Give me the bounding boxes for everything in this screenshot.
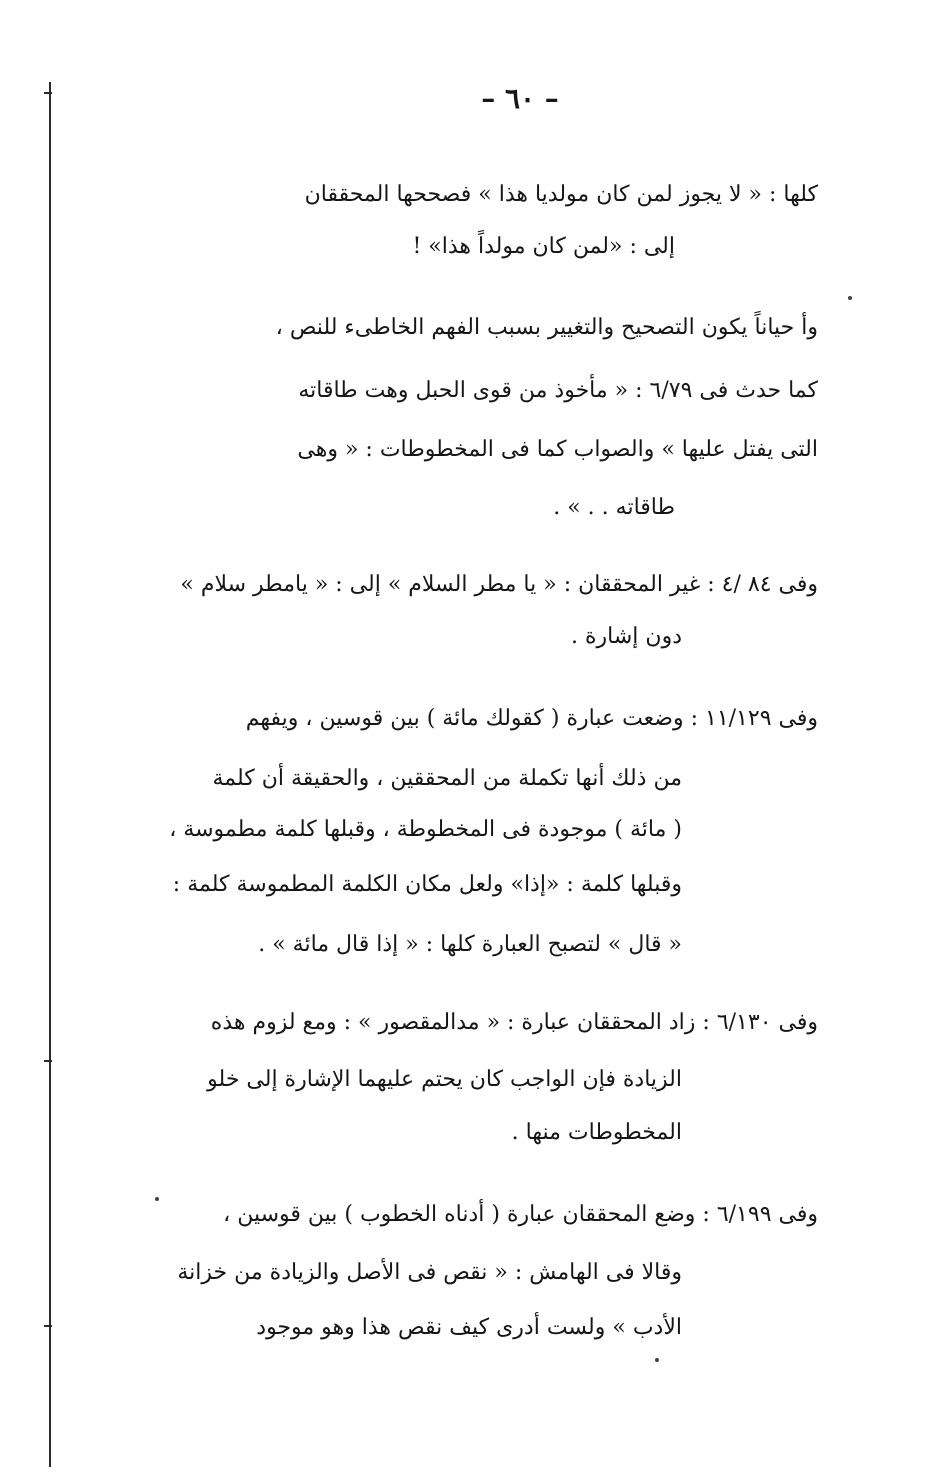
entry-reference: وفى ٦/١٩٩ :: [702, 1202, 818, 1227]
entry-heading: [246, 704, 818, 734]
entry-line: ( مائة ) موجودة فى المخطوطة ، وقبلها كلمة مطموسة ،: [169, 817, 682, 842]
paragraph-line: التى يفتل عليها » والصواب كما فى المخطوطات : « وهى: [297, 437, 818, 462]
binding-tick: [44, 92, 52, 94]
binding-tick: [44, 1325, 52, 1327]
entry-line: دون إشارة .: [571, 624, 682, 649]
entry-heading: [223, 1200, 818, 1230]
binding-tick: [44, 1060, 52, 1062]
paragraph-line: وأ حياناً يكون التصحيح والتغيير بسبب الفهم الخاطىء للنص ،: [275, 315, 818, 340]
entry-line: من ذلك أنها تكملة من المحققين ، والحقيقة أن كلمة: [212, 766, 682, 791]
scan-speck: [155, 1197, 159, 1201]
binding-edge-line: [49, 82, 51, 1467]
entry-reference: وفى ٨٤ /٤ :: [707, 572, 818, 597]
paragraph-line: كلها : « لا يجوز لمن كان مولديا هذا » فصححها المحققان: [304, 182, 818, 207]
entry-line: الزيادة فإن الواجب كان يحتم عليهما الإشارة إلى خلو: [207, 1067, 682, 1092]
page-number: – ٦٠ –: [481, 82, 559, 115]
entry-line: « قال » لتصبح العبارة كلها : « إذا قال مائة » .: [258, 932, 682, 957]
entry-heading: [180, 570, 818, 600]
entry-reference: وفى ٦/١٣٠ :: [702, 1010, 818, 1035]
entry-text: وضع المحققان عبارة ( أدناه الخطوب ) بين قوسين ،: [223, 1202, 696, 1227]
entry-heading: [211, 1008, 818, 1038]
entry-text: وضعت عبارة ( كقولك مائة ) بين قوسين ، ويفهم: [245, 706, 684, 731]
scan-speck: [848, 296, 852, 300]
entry-text: زاد المحققان عبارة : « مدالمقصور » : ومع لزوم هذه: [210, 1010, 696, 1035]
paragraph-line: إلى : «لمن كان مولداً هذا» !: [412, 234, 675, 259]
entry-line: وقبلها كلمة : «إذا» ولعل مكان الكلمة المطموسة كلمة :: [172, 872, 682, 897]
entry-text: غير المحققان : « يا مطر السلام » إلى : « يامطر سلام »: [180, 572, 701, 597]
entry-reference: وفى ١١/١٢٩ :: [690, 706, 818, 731]
scan-speck: [655, 1358, 659, 1362]
entry-line: وقالا فى الهامش : « نقص فى الأصل والزيادة من خزانة: [177, 1260, 682, 1285]
paragraph-line: كما حدث فى ٦/٧٩ : « مأخوذ من قوى الحبل وهت طاقاته: [298, 378, 818, 403]
paragraph-line: طاقاته . . » .: [553, 495, 675, 520]
entry-line: المخطوطات منها .: [511, 1120, 682, 1145]
entry-line: الأدب » ولست أدرى كيف نقص هذا وهو موجود: [256, 1315, 682, 1340]
